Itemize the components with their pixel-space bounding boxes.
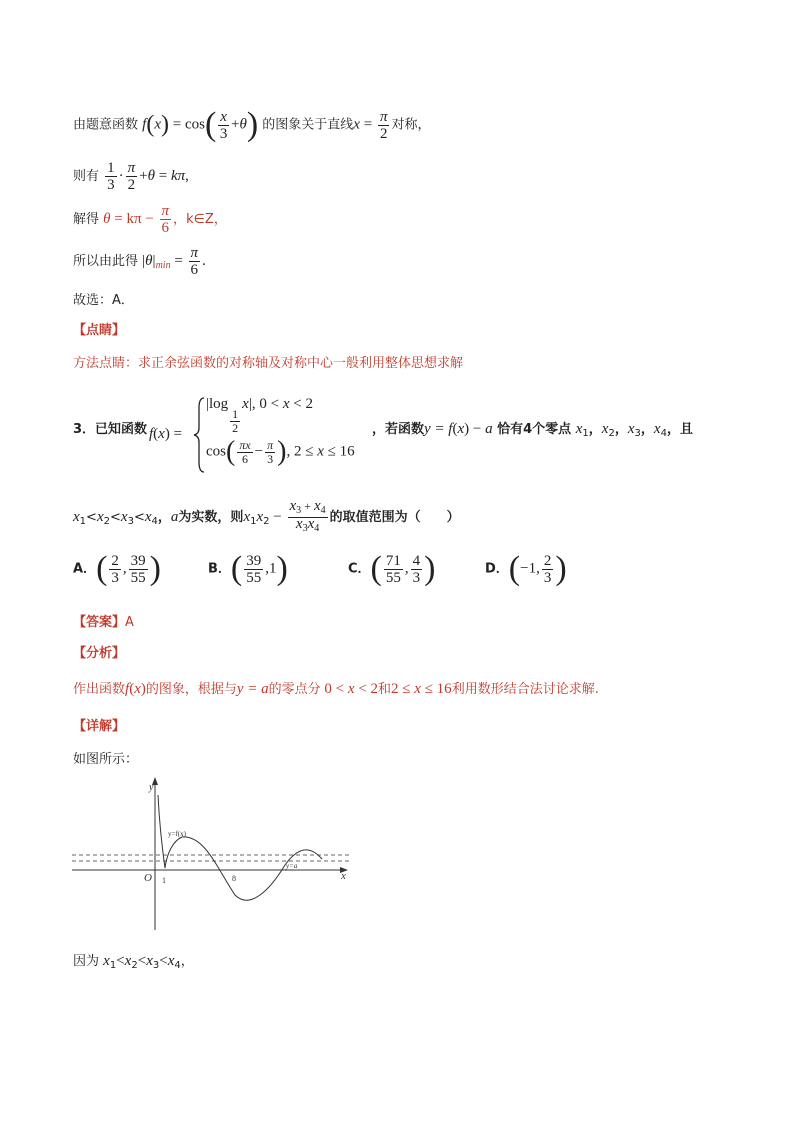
frac-x-3: $\frac{x}{3}$ — [219, 108, 228, 142]
analysis-tag: 【分析】 — [73, 646, 126, 661]
text: 解得 — [73, 212, 100, 227]
detail-tag: 【详解】 — [73, 719, 126, 734]
origin-label: O — [144, 872, 152, 884]
analysis-text: 作出函数f(x)的图象，根据与y = a的零点分 0 < x < 2和2 ≤ x ≤ 16利用数形结合法讨论求解. — [73, 681, 599, 697]
text: 因为 — [73, 954, 100, 969]
option-label: B． — [208, 561, 231, 577]
text: 对称， — [391, 117, 431, 133]
den: 55 — [246, 569, 262, 586]
num: 71 — [385, 552, 401, 569]
text: 的零点分 — [268, 682, 321, 697]
option-c[interactable]: C．( $\frac{71}{55}$ , $\frac{4}{3}$ ) — [348, 550, 436, 587]
question-3-line-2: $x_1<x_2<x_3<x_4$，a为实数，则$x_1x_2$ − $\frac{x_3 + x_4}{x_3x_4}$ 的取值范围为（ ） — [73, 498, 460, 534]
text: 由题意函数 — [73, 117, 139, 133]
text: 3．已知函数 — [73, 422, 148, 437]
den: 3 — [543, 569, 552, 586]
value: 1 — [269, 560, 277, 577]
question-3-line-1 — [73, 418, 147, 437]
derivation-line-4: 所以由此得 $|\theta|_{min}$ = $\frac{\pi}{6}$ . — [73, 245, 206, 278]
tick-8-label: 8 — [232, 874, 236, 883]
den: 3 — [412, 569, 421, 586]
question-3-line-1-cont: ，若函数y = f(x) − a 恰有4个零点 $x_1$，$x_2$，$x_3$，$x_4$，且 — [372, 421, 693, 439]
curve-label: y=f(x) — [168, 830, 186, 838]
value: −1 — [520, 560, 537, 577]
answer-line — [73, 611, 134, 630]
method-note: 方法点睛：求正余弦函数的对称轴及对称中心一般利用整体思想求解 — [73, 356, 464, 371]
y-axis-label: y — [149, 782, 154, 793]
text: ，若函数 — [372, 422, 425, 437]
answer-value: A — [125, 615, 134, 630]
function-graph — [70, 775, 360, 933]
text: 利用数形结合法讨论求解. — [451, 682, 599, 697]
tick-1-label: 1 — [162, 876, 166, 885]
text: 和 — [378, 682, 392, 697]
frac-pi-6: $\frac{\pi}{6}$ — [161, 203, 170, 236]
derivation-line-2: 则有 $\frac{1}{3}$ · $\frac{\pi}{2}$ +θ = kπ, — [73, 160, 189, 193]
den: 3 — [111, 569, 119, 586]
num: 4 — [412, 552, 421, 569]
figure-intro: 如图所示： — [73, 752, 139, 767]
num: 39 — [130, 552, 146, 569]
text: 则有 — [73, 169, 100, 184]
num: 2 — [111, 552, 119, 569]
derivation-line-1: 由题意函数 f(x) = cos( $\frac{x}{3}$ +θ) 的图象关于直线x = $\frac{\pi}{2}$ 对称， — [73, 106, 431, 143]
dianjing-tag: 【点睛】 — [73, 323, 126, 338]
option-label: A． — [73, 561, 97, 577]
text: 的图象，根据与 — [145, 682, 237, 697]
text: 为实数，则 — [178, 510, 244, 525]
text: 所以由此得 — [73, 254, 139, 269]
curve-y-fx — [158, 795, 322, 900]
because-line: 因为 $x_1<x_2<x_3<x_4$， — [73, 953, 194, 971]
line-label: y=a — [286, 862, 298, 870]
frac-1-3: $\frac{1}{3}$ — [107, 160, 115, 193]
num: 39 — [246, 552, 262, 569]
text: 恰有4个零点 — [497, 422, 572, 437]
option-label: D． — [485, 561, 509, 577]
option-label: C． — [348, 561, 371, 577]
num: 2 — [543, 552, 552, 569]
den: 55 — [130, 569, 146, 586]
piecewise-function: f(x) = |log $\frac{1}{2}$ x|, 0 < x < 2 cos( $\frac{\pi x}{6}$ − $\frac{\pi}{3}$ ), 2 ≤ x ≤ 16 — [149, 394, 369, 476]
text: ，且 — [666, 422, 693, 437]
derivation-line-3: 解得 θ = kπ − $\frac{\pi}{6}$ ，k∈Z， — [73, 203, 227, 236]
answer-tag: 【答案】 — [73, 615, 126, 630]
frac-pi-2: $\frac{\pi}{2}$ — [379, 108, 388, 142]
option-b[interactable]: B．( $\frac{39}{55}$ ,1) — [208, 550, 288, 587]
text: 的图象关于直线 — [262, 117, 354, 133]
answer-choice-line: 故选：A． — [73, 293, 134, 308]
den: 55 — [385, 569, 401, 586]
frac-pi-2b: $\frac{\pi}{2}$ — [127, 160, 136, 193]
option-a[interactable]: A．( $\frac{2}{3}$ , $\frac{39}{55}$ ) — [73, 550, 161, 587]
text: 的取值范围为（ ） — [329, 510, 460, 525]
option-d[interactable]: D．(−1, $\frac{2}{3}$ ) — [485, 550, 567, 587]
text: 作出函数 — [73, 682, 126, 697]
math-fx: f — [142, 116, 147, 133]
text: k∈Z， — [186, 212, 227, 227]
frac-pi-6b: $\frac{\pi}{6}$ — [190, 245, 199, 278]
x-axis-label: x — [341, 870, 346, 882]
